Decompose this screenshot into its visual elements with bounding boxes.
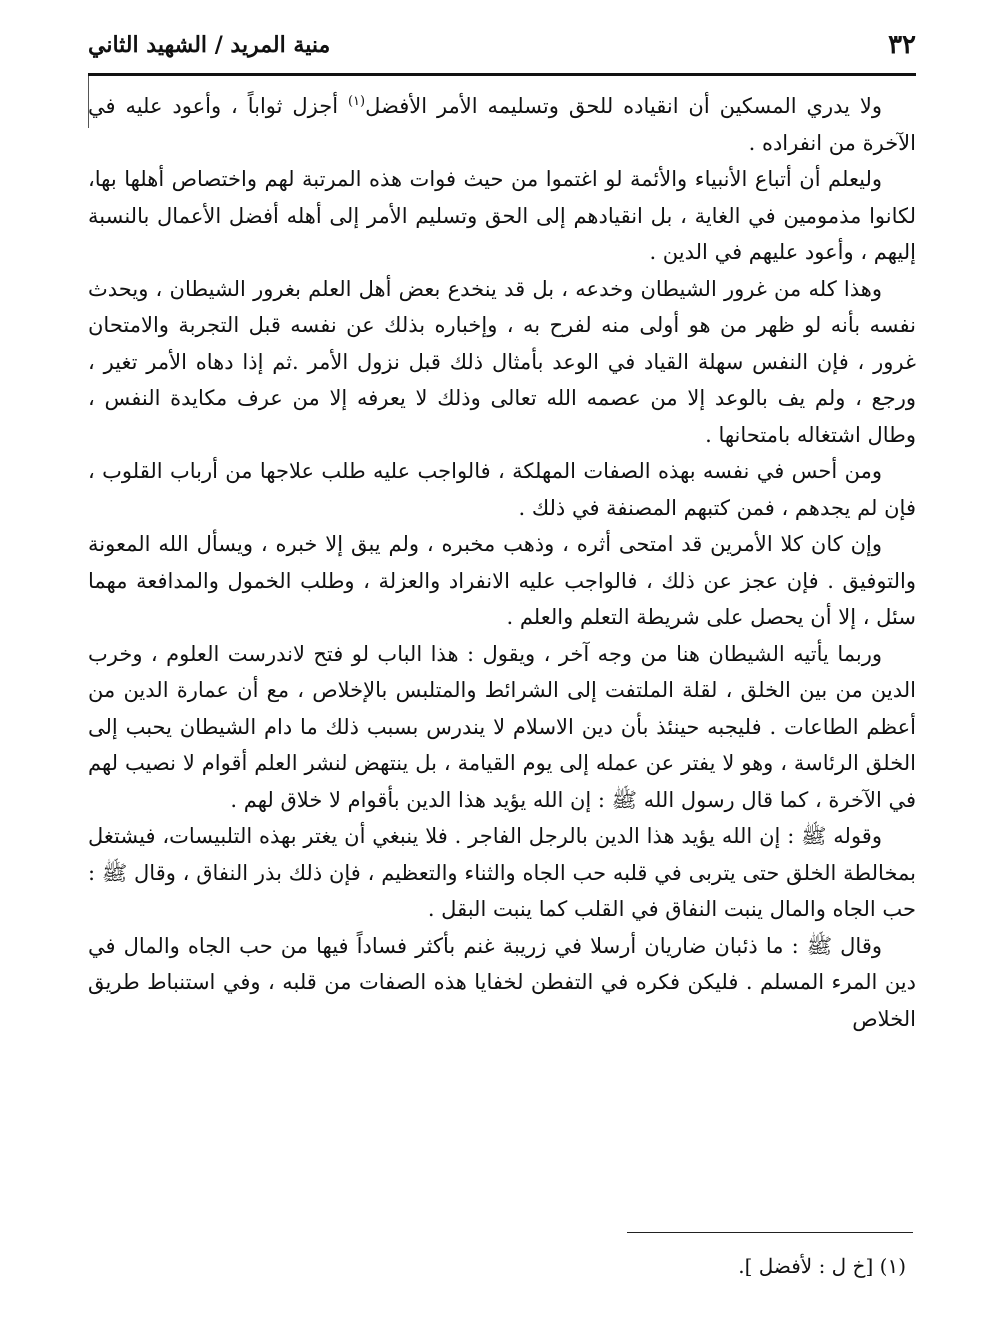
paragraph-1-text-a: ولا يدري المسكين أن انقياده للحق وتسليمه الأمر الأفضل bbox=[365, 94, 882, 118]
footnote-marker: (١) bbox=[879, 1254, 906, 1278]
paragraph-3: وهذا كله من غرور الشيطان وخدعه ، بل قد ينخدع بعض أهل العلم بغرور الشيطان ، ويحدث نفسه بأنه لو ظهر من هو أولى منه لفرح به ، وإخباره بذلك عن نفسه قبل التجربة والامتحان غرور ، فإن النفس سهلة القياد في الوعد بأمثال ذلك قبل نزول الأمر .ثم إذا دهاه الأمر تغير ، ورجع ، ولم يف بالوعد إلا من عصمه الله تعالى وذلك لا يعرفه إلا من عرف مكايدة النفس ، وطال اشتغاله بامتحانها . bbox=[88, 276, 916, 447]
paragraph-1 bbox=[88, 88, 916, 161]
page-number: ٣٢ bbox=[888, 30, 916, 60]
footnote-reference[interactable]: (١) bbox=[347, 94, 366, 109]
footnote-text: [خ ل : لأفضل ]. bbox=[738, 1254, 874, 1278]
main-text bbox=[88, 88, 916, 1037]
footnote-separator bbox=[627, 1232, 913, 1233]
running-title: منية المريد / الشهيد الثاني bbox=[88, 32, 331, 58]
paragraph-4: ومن أحس في نفسه بهذه الصفات المهلكة ، فالواجب عليه طلب علاجها من أرباب القلوب ، فإن لم يجدهم ، فمن كتبهم المصنفة في ذلك . bbox=[88, 459, 916, 520]
paragraph-5: وإن كان كلا الأمرين قد امتحى أثره ، وذهب مخبره ، ولم يبق إلا خبره ، ويسأل الله المعونة والتوفيق . فإن عجز عن ذلك ، فالواجب عليه الانفراد والعزلة ، وطلب الخمول والمدافعة مهما سئل ، إلا أن يحصل على شريطة التعلم والعلم . bbox=[88, 532, 916, 629]
footnote bbox=[88, 1250, 906, 1282]
paragraph-1-text-b: أجزل ثواباً ، وأعود عليه في الآخرة من انفراده . bbox=[88, 94, 916, 155]
paragraph-2: وليعلم أن أتباع الأنبياء والأئمة لو اغتموا من حيث فوات هذه المرتبة لهم واختصاص أهلها بها، لكانوا مذمومين في الغاية ، بل انقيادهم إلى الحق وتسليم الأمر إلى أهله أفضل الأعمال بالنسبة إليهم ، وأعود عليهم في الدين . bbox=[88, 167, 916, 264]
paragraph-8: وقال ﷺ : ما ذئبان ضاريان أرسلا في زريبة غنم بأكثر فساداً فيها من حب الجاه والمال في دين المرء المسلم . فليكن فكره في التفطن لخفايا هذه الصفات من قلبه ، وفي استنباط طريق الخلاص bbox=[88, 933, 916, 1031]
header-rule bbox=[88, 73, 916, 76]
paragraph-6: وربما يأتيه الشيطان هنا من وجه آخر ، ويقول : هذا الباب لو فتح لاندرست العلوم ، وخرب الدين من بين الخلق ، لقلة الملتفت إلى الشرائط والمتلبس بالإخلاص ، مع أن عمارة الدين من أعظم الطاعات . فليجبه حينئذ بأن دين الاسلام لا يندرس بسبب ذلك ما دام الشيطان يحبب إلى الخلق الرئاسة ، وهو لا يفتر عن عمله إلى يوم القيامة ، بل ينتهض لنشر العلم أقوام لا نصيب لهم في الآخرة ، كما قال رسول الله ﷺ : إن الله يؤيد هذا الدين بأقوام لا خلاق لهم . bbox=[88, 641, 916, 812]
paragraph-7: وقوله ﷺ : إن الله يؤيد هذا الدين بالرجل الفاجر . فلا ينبغي أن يغتر بهذه التلبيسات، فيشتغل بمخالطة الخلق حتى يتربى في قلبه حب الجاه والثناء والتعظيم ، فإن ذلك بذر النفاق ، وقال ﷺ : حب الجاه والمال ينبت النفاق في القلب كما ينبت البقل . bbox=[88, 824, 916, 921]
page-header bbox=[88, 28, 916, 76]
